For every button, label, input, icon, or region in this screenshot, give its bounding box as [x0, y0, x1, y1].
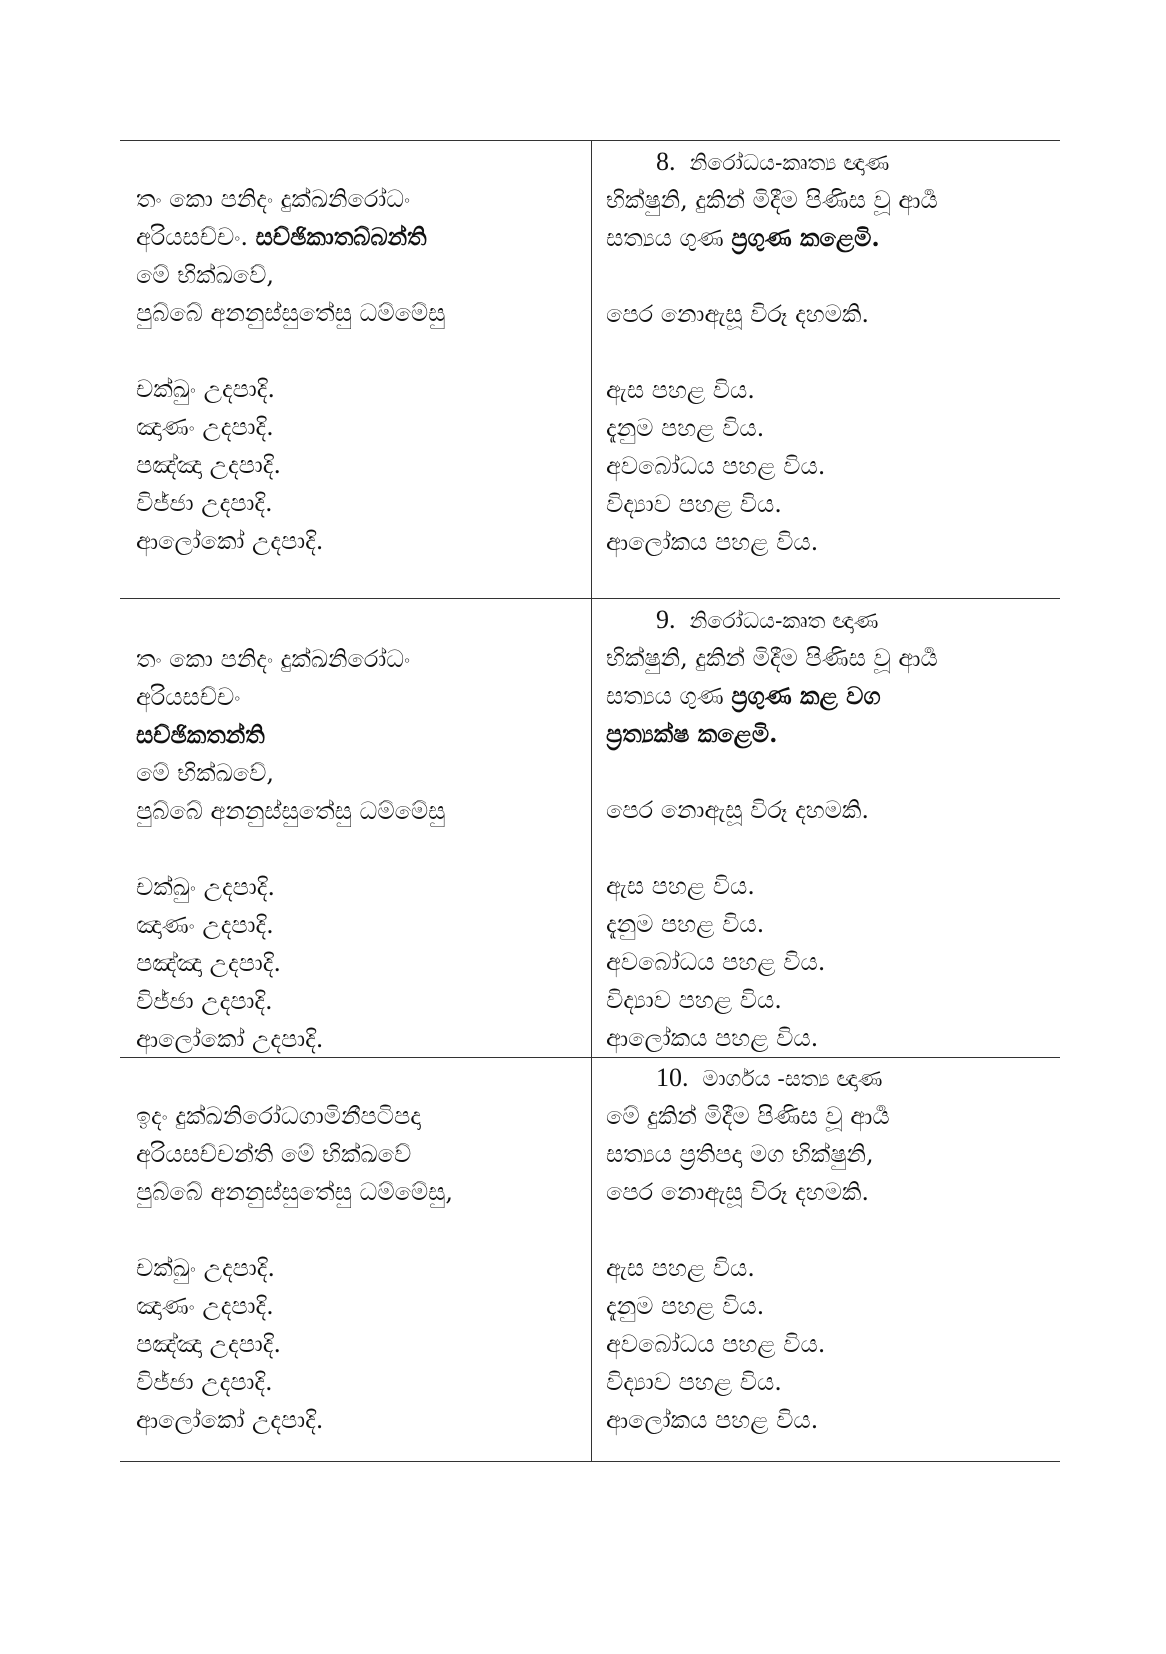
pali-verse: චක්ඛුං උදපාදි. — [136, 873, 276, 901]
pali-line — [136, 716, 582, 754]
pali-line: අරියසච්චං — [136, 683, 241, 711]
pali-verse: ආලෝකෝ උදපාදි. — [136, 1025, 324, 1053]
sinhala-verse: විද්‍යාව පහළ විය. — [606, 1368, 782, 1396]
sinhala-line: සත්‍යය ගුණ ප්‍රගුණ කළ වග — [606, 681, 881, 710]
pali-verse: ඤාණං උදපාදි. — [136, 911, 274, 939]
section-title: නිරෝධය-කෘත ඥාණ — [689, 609, 879, 634]
pali-verse: චක්ඛුං උදපාදි. — [136, 1254, 276, 1282]
section-heading — [606, 601, 1052, 639]
sinhala-verse: විද්‍යාව පහළ විය. — [606, 490, 782, 518]
section-1-sinhala — [606, 143, 1052, 561]
sinhala-verse: අවබෝධය පහළ විය. — [606, 948, 826, 976]
pali-verse: විජ්ජා උදපාදි. — [136, 489, 273, 517]
pali-line: පුබ්බේ අනනුස්සුතේසු ධම්මේසු, — [136, 1178, 454, 1206]
pali-verse: ඤාණං උදපාදි. — [136, 413, 274, 441]
table-bottom-rule — [120, 1461, 1060, 1462]
column-divider — [591, 141, 592, 1462]
section-heading — [606, 143, 1052, 181]
sinhala-verse: අවබෝධය පහළ විය. — [606, 1330, 826, 1358]
sinhala-verse: අවබෝධය පහළ විය. — [606, 452, 826, 480]
pali-line: අරියසච්චං. සච්ඡිකාතබ්බන්ති — [136, 222, 427, 251]
pali-verse: පඤ්ඤා උදපාදි. — [136, 451, 282, 479]
pali-line: අරියසච්චන්ති මේ භික්ඛවේ — [136, 1140, 412, 1168]
sinhala-line: සත්‍යය ප්‍රතිපදා මග භික්ෂුනි, — [606, 1140, 874, 1168]
section-number: 10. — [656, 1063, 689, 1092]
section-2-pali — [136, 640, 582, 1058]
section-2-sinhala — [606, 601, 1052, 1057]
section-3-sinhala — [606, 1059, 1052, 1439]
sinhala-verse: ඇස පහළ විය. — [606, 1254, 755, 1282]
sinhala-verse: දැනුම පහළ විය. — [606, 1292, 765, 1320]
table-top-rule — [120, 140, 1060, 141]
sinhala-verse: ඇස පහළ විය. — [606, 872, 755, 900]
sinhala-bold-phrase: ප්‍රත්‍යක්ෂ කළෙමි. — [606, 719, 778, 748]
sinhala-verse: ආලෝකය පහළ විය. — [606, 528, 819, 556]
section-3-pali — [136, 1097, 582, 1439]
pali-verse: ඤාණං උදපාදි. — [136, 1292, 274, 1320]
section-number: 8. — [656, 147, 676, 176]
sinhala-line — [606, 715, 1052, 753]
section-title: නිරෝධය-කෘත්‍ය ඥාණ — [689, 151, 890, 176]
sinhala-verse: විද්‍යාව පහළ විය. — [606, 986, 782, 1014]
pali-line: ඉදං දුක්ඛනිරෝධගාමිනීපටිපදා — [136, 1102, 421, 1130]
pali-bold-phrase: සච්ඡිකතන්ති — [136, 720, 265, 749]
section-heading — [606, 1059, 1052, 1097]
sinhala-line: පෙර නොඇසූ විරූ දහමකි. — [606, 1178, 870, 1206]
sinhala-verse: ආලෝකය පහළ විය. — [606, 1024, 819, 1052]
pali-verse: ආලෝකෝ උදපාදි. — [136, 527, 324, 555]
sinhala-line: භික්ෂුනි, දුකින් මිදීම පිණිස වූ ආර්‍ය — [606, 644, 938, 672]
pali-bold-phrase: සච්ඡිකාතබ්බන්ති — [255, 222, 427, 251]
sinhala-line: මේ දුකින් මිදීම පිණිස වූ ආර්‍ය — [606, 1102, 890, 1130]
pali-verse: පඤ්ඤා උදපාදි. — [136, 1330, 282, 1358]
sinhala-bold-phrase: ප්‍රගුණ කළ වග — [731, 681, 881, 710]
sinhala-line: භික්ෂුනි, දුකින් මිදීම පිණිස වූ ආර්‍ය — [606, 186, 938, 214]
pali-line: මේ භික්ඛවේ, — [136, 261, 274, 289]
pali-line: පුබ්බේ අනනුස්සුතේසු ධම්මේසු — [136, 797, 446, 825]
sinhala-verse: දැනුම පහළ විය. — [606, 910, 765, 938]
pali-verse: විජ්ජා උදපාදි. — [136, 1368, 273, 1396]
pali-verse: පඤ්ඤා උදපාදි. — [136, 949, 282, 977]
sinhala-verse: ආලෝකය පහළ විය. — [606, 1406, 819, 1434]
pali-line: තං කො පනිදං දුක්ඛනිරෝධං — [136, 185, 411, 213]
section-title: මාර්ගය -සත්‍ය ඥාණ — [702, 1067, 883, 1092]
section-1-pali — [136, 180, 582, 560]
pali-line: තං කො පනිදං දුක්ඛනිරෝධං — [136, 645, 411, 673]
section-number: 9. — [656, 605, 676, 634]
sinhala-bold-phrase: ප්‍රගුණ කළෙමි. — [731, 223, 880, 252]
pali-line: පුබ්බේ අනනුස්සුතේසු ධම්මේසු — [136, 299, 446, 327]
sinhala-verse: ඇස පහළ විය. — [606, 376, 755, 404]
sinhala-verse: දැනුම පහළ විය. — [606, 414, 765, 442]
row-divider-1 — [120, 598, 1060, 599]
pali-verse: ආලෝකෝ උදපාදි. — [136, 1406, 324, 1434]
sinhala-line: පෙර නොඇසූ විරූ දහමකි. — [606, 796, 870, 824]
pali-verse: විජ්ජා උදපාදි. — [136, 987, 273, 1015]
pali-verse: චක්ඛුං උදපාදි. — [136, 375, 276, 403]
sinhala-line: සත්‍යය ගුණ ප්‍රගුණ කළෙමි. — [606, 223, 880, 252]
pali-line: මේ භික්ඛවේ, — [136, 759, 274, 787]
sinhala-line: පෙර නොඇසූ විරූ දහමකි. — [606, 300, 870, 328]
